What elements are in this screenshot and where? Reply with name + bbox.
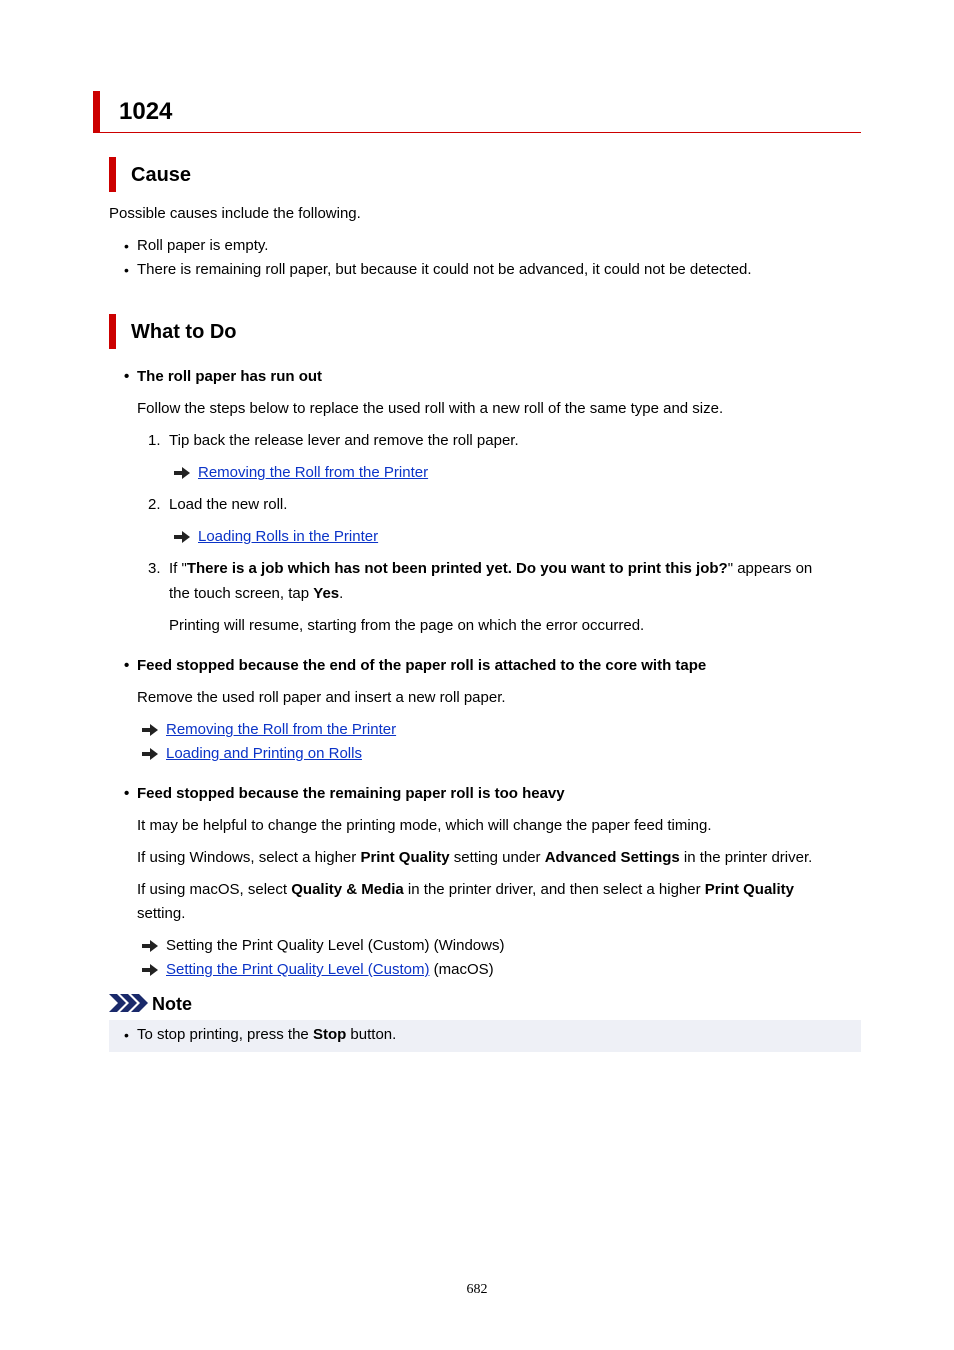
cause-item: Roll paper is empty. [137, 237, 269, 254]
bullet: • [124, 368, 130, 385]
arrow-right-icon [142, 964, 158, 976]
note-text: To stop printing, press the Stop button. [137, 1026, 397, 1043]
title-accent-bar [93, 91, 100, 133]
what-to-do-heading: What to Do [131, 321, 237, 343]
reference-windows: Setting the Print Quality Level (Custom) (Windows) [166, 937, 505, 954]
page-number: 682 [466, 1282, 488, 1297]
arrow-right-icon [174, 467, 190, 479]
bullet: • [124, 657, 130, 674]
arrow-right-icon [142, 724, 158, 736]
cause-intro: Possible causes include the following. [109, 205, 361, 222]
bullet: • [124, 262, 129, 278]
step-result: Printing will resume, starting from the page on which the error occurred. [169, 617, 645, 634]
step-text-continued: the touch screen, tap Yes. [169, 585, 344, 602]
page-title: 1024 [119, 98, 173, 125]
title-rule [93, 132, 861, 133]
link-print-quality-custom[interactable]: Setting the Print Quality Level (Custom) [166, 961, 430, 978]
cause-accent-bar [109, 157, 116, 192]
subsection-intro: Remove the used roll paper and insert a new roll paper. [137, 689, 506, 706]
step-number: 1. [148, 432, 161, 449]
subsection-intro: Follow the steps below to replace the used roll with a new roll of the same type and size. [137, 400, 724, 417]
what-to-do-accent-bar [109, 314, 116, 349]
paragraph-macos: If using macOS, select Quality & Media in the printer driver, and then select a higher Print Quality [137, 881, 794, 898]
paragraph-windows: If using Windows, select a higher Print Quality setting under Advanced Settings in the printer driver. [137, 849, 813, 866]
arrow-right-icon [142, 748, 158, 760]
bullet: • [124, 785, 130, 802]
link-removing-roll[interactable]: Removing the Roll from the Printer [198, 464, 429, 481]
step-text: Load the new roll. [169, 496, 288, 513]
bullet: • [124, 1027, 129, 1043]
arrow-right-icon [142, 940, 158, 952]
subsection-heading-roll-run-out: The roll paper has run out [137, 368, 323, 385]
link-removing-roll[interactable]: Removing the Roll from the Printer [166, 721, 397, 738]
cause-item: There is remaining roll paper, but because it could not be advanced, it could not be detected. [137, 261, 752, 278]
note-chevrons-icon [109, 994, 149, 1012]
link-loading-printing-rolls[interactable]: Loading and Printing on Rolls [166, 745, 362, 762]
paragraph-macos-continued: setting. [137, 905, 186, 922]
arrow-right-icon [174, 531, 190, 543]
link-loading-rolls[interactable]: Loading Rolls in the Printer [198, 528, 379, 545]
bullet: • [124, 238, 129, 254]
subsection-heading-too-heavy: Feed stopped because the remaining paper roll is too heavy [137, 785, 565, 802]
step-number: 2. [148, 496, 161, 513]
note-label: Note [152, 994, 192, 1014]
step-number: 3. [148, 560, 161, 577]
subsection-heading-taped-core: Feed stopped because the end of the paper roll is attached to the core with tape [137, 657, 707, 674]
reference-macos: Setting the Print Quality Level (Custom) (macOS) [166, 961, 494, 978]
step-text: If "There is a job which has not been printed yet. Do you want to print this job?" appears on [169, 560, 813, 577]
paragraph: It may be helpful to change the printing mode, which will change the paper feed timing. [137, 817, 712, 834]
step-text: Tip back the release lever and remove the roll paper. [169, 432, 519, 449]
cause-heading: Cause [131, 164, 192, 186]
